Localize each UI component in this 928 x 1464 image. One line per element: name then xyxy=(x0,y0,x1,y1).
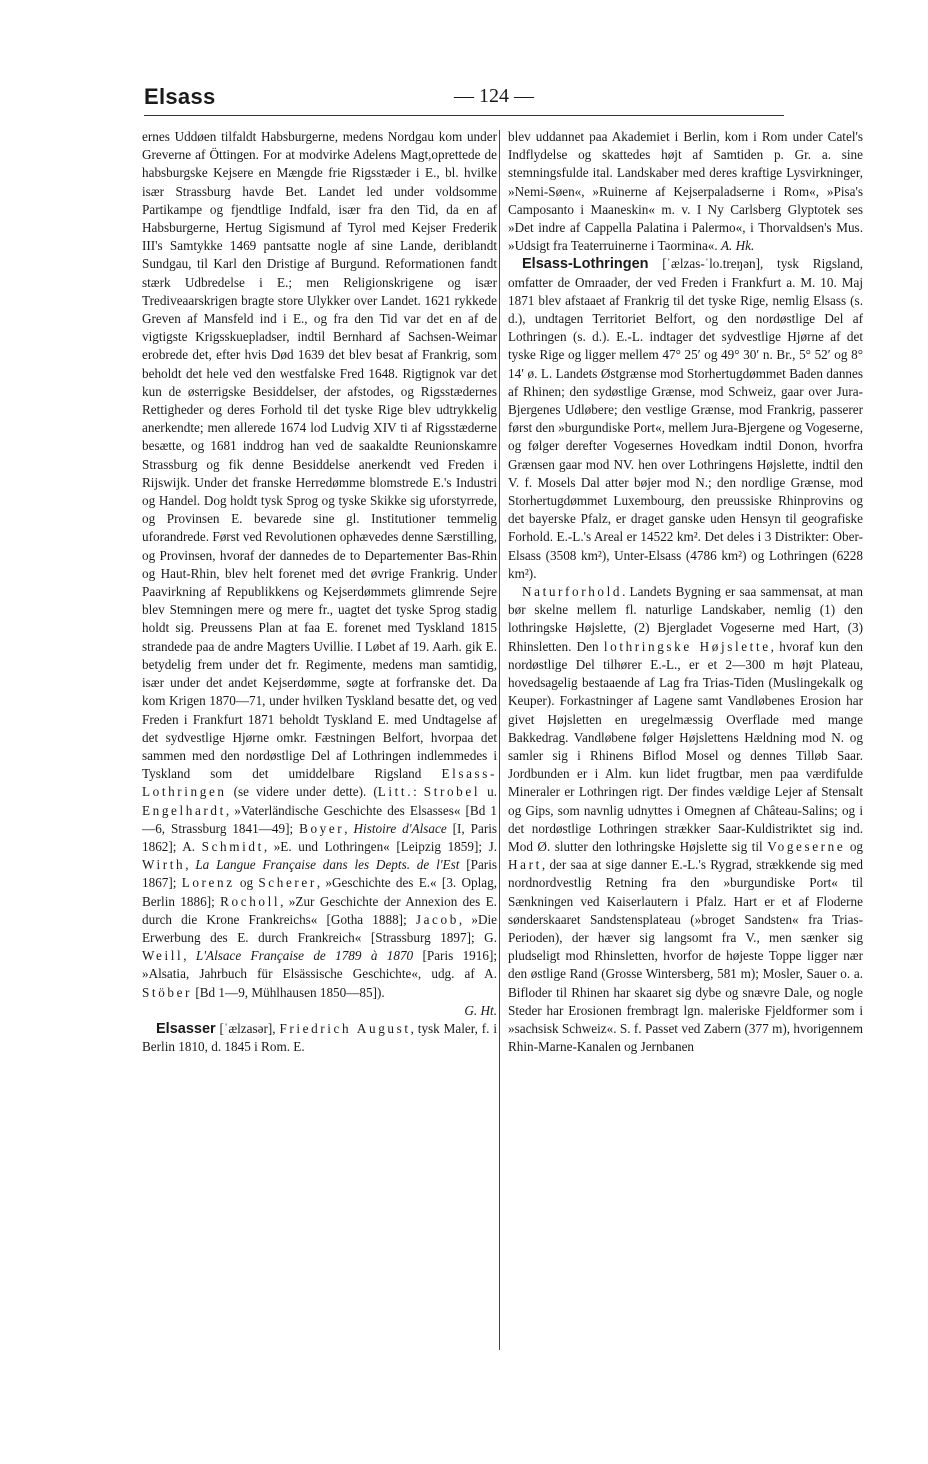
section-naturforhold: Naturforhold. Landets Bygning er saa sammensat, at man bør skelne mellem fl. naturlige Landskaber, nemlig (1) den lothringske Højslette, (2) Bjergladet Vogeserne med Hart, (3) Rhinsletten. Den lothringske Højslette, hvoraf kun den nordøstlige Del tilhører E.-L., er et 2—300 m højt Plateau, hovedsagelig bestaaende af Lag fra Trias-Tiden (Muslingekalk og Keuper). Forkastninger af Lagene samt Vandløbenes Erosion har givet Højsletten en uregelmæssig Overflade med mange Bakkedrag. Vandløbene følger Højslettens Hældning mod N. og samler sig i Rhinens Biflod Mosel og dennes Tilløb Saar. Jordbunden er i Alm. kun lidet frugtbar, men paa værdifulde Mineraler er Lothringen rigt. Der findes vældige Lejer af Stensalt og Gips, som navnlig udnyttes i Omegnen af Château-Salins; og i det nordøstlige Lothringen strækker Saar-Kuldistriktet sig ind. Mod Ø. slutter den lothringske Højslette sig til Vogeserne og Hart, der saa at sige danner E.-L.'s Rygrad, strækkende sig med nordnordvestlig Retning fra den »burgundiske Port« til Sænkningen ved Kaiserlautern i Pfalz. Hart er et af Floderne sønderskaaret Sandstensplateau (»broget Sandsten« fra Trias-Perioden), der hæver sig langsomt fra V., men sænker sig pludseligt mod Rhinsletten, hvorfor de højeste Toppe ligger nær den østlige Rand (Grosse Wintersberg, 581 m); Mosler, Sauer o. a. Bifloder til Rhinen har skaaret sig dybe og snævre Dale, og nogle Steder har Erosionen frembragt lgn. maleriske Fjeldformer som i »sachsisk Schweiz«. S. f. Passet ved Zabern (377 m), hvorigennem Rhin-Marne-Kanalen og Jernbanen xyxy=(508,584,863,1055)
article-elsass-continued: ernes Uddøen tilfaldt Habsburgerne, medens Nordgau kom under Greverne af Öttingen. For at modvirke Adelens Magt,oprettede de habsburgske Kejsere en Mængde frie Rigsstæder i E., bl. hvilke især Strassburg havde Bet. Landet led under voldsomme Partikampe og fjendtlige Indfald, især fra den Tid, da en af Habsburgerne, Hertug Sigismund af Tyrol med Kejser Frederik III's Samtykke 1469 pantsatte nogle af sine Lande, deriblandt Sundgau, til Karl den Dristige af Burgund. Reformationen fandt stærk Udbredelse i E.; men Religionskrigene og især Trediveaarskrigen bragte store Ulykker over Landet. 1621 rykkede Greven af Mansfeld ind i E., og fra den Tid var det en af de vigtigste Krigsskuepladser, indtil Bernhard af Sachsen-Weimar erobrede det, efter hvis Død 1639 det blev besat af Frankrig, som beholdt det hele ved den westfalske Fred 1648. Rigtignok var det kun de østerrigske Besiddelser, der afstodes, og Rigsstædernes Rettigheder og deres Forhold til det tyske Rige blev udtrykkelig anerkendte; men allerede 1674 lod Ludvig XIV ti af Rigsstæderne besætte, og 1681 inddrog han ved de saakaldte Reunionskamre Strassburg og fik denne Besiddelse anerkendt ved Freden i Rijswijk. Under det franske Herredømme blomstrede E.'s Industri og Handel. Dog holdt tysk Sprog og tyske Skikke sig uforstyrrede, og Provinsen E. bevarede sine gl. Institutioner temmelig uforandrede. Først ved Revolutionen ophævedes denne Særstilling, og Provinsen, hvoraf der dannedes de to Departementer Bas-Rhin og Haut-Rhin, blev helt forenet med det øvrige Frankrig. Under Paavirkning af Republikkens og Kejserdømmets glimrende Sejre blev Stemningen mere og mere fr., uagtet det tyske Sprog stadig holdt sig. Preussens Plan at faa E. forenet med Tyskland 1815 strandede paa de andre Magters Uvillie. I Løbet af 19. Aarh. gik E. betydelig frem under det fr. Regimente, medens man samtidig, især under det andet Kejserdømme, søgte at forfranske det. Da kom Krigen 1870—71, under hvilken Tyskland besatte det, og ved Freden i Frankfurt 1871 beholdt Tyskland E. med Undtagelse af det sydvestlige Hjørne omkr. Fæstningen Belfort, hvorpaa det sammen med den nordøstlige Del af Lothringen indlemmedes i Tyskland som det umiddelbare Rigsland Elsass-Lothringen (se videre under dette). (Litt.: Strobel u. Engelhardt, »Vaterländische Geschichte des Elsasses« [Bd 1—6, Strassburg 1841—49]; Boyer, Histoire d'Alsace [I, Paris 1862]; A. Schmidt, »E. und Lothringen« [Leipzig 1859]; J. Wirth, La Langue Française dans les Depts. de l'Est [Paris 1867]; Lorenz og Scherer, »Geschichte des E.« [3. Oplag, Berlin 1886]; Rocholl, »Zur Geschichte der Annexion des E. durch die Krone Frankreichs« [Gotha 1888]; Jacob, »Die Erwerbung des E. durch Frankreich« [Strassburg 1897]; G. Weill, L'Alsace Française de 1789 à 1870 [Paris 1916]; »Alsatia, Jahrbuch für Elsässische Geschichte«, udg. af A. Stöber [Bd 1—9, Mühlhausen 1850—85]). xyxy=(142,129,498,1000)
headword-elsasser: Elsasser xyxy=(156,1020,216,1037)
column-divider xyxy=(499,130,500,1350)
article-elsasser: Elsasser [ˈælzasər], Friedrich August, tysk Maler, f. i Berlin 1810, d. 1845 i Rom. E. xyxy=(142,1020,498,1055)
left-column xyxy=(142,128,497,1056)
running-head-title: Elsass xyxy=(144,84,216,109)
section-label-naturforhold: Naturforhold xyxy=(522,584,623,600)
signature-ahk: A. Hk. xyxy=(721,238,755,254)
right-column xyxy=(508,128,863,1056)
page-number: — 124 — xyxy=(454,85,534,107)
headword-elsass-lothringen: Elsass-Lothringen xyxy=(522,256,649,273)
signature-ght: G. Ht. xyxy=(464,1002,497,1018)
article-elsass-lothringen: Elsass-Lothringen [ˈælzas-ˈlo.treŋən], tysk Rigsland, omfatter de Omraader, der ved Freden i Frankfurt a. M. 10. Maj 1871 blev afstaaet af Frankrig til det tyske Rige, nemlig Elsass (s. d.), undtagen Territoriet Belfort, og den nordøstlige Del af Lothringen (s. d.). E.-L. indtager det sydvestlige Hjørne af det tyske Rige og ligger mellem 47° 25′ og 49° 30′ n. Br., 5° 52′ og 8° 14′ ø. L. Landets Østgrænse mod Storhertugdømmet Baden dannes af Rhinen; den sydøstlige Grænse, mod Schweiz, gaar over Jura-Bjergenes Udløbere; den vestlige Grænse, mod Frankrig, passerer først den »burgundiske Port«, mellem Jura-Bjergene og Vogeserne, og følger derefter Vogesernes Hovedkam indtil Donon, hvorfra Grænsen gaar mod NV. hen over Lothringens Højslette, indtil den V. f. Mosels Dal atter bøjer mod N.; den nordlige Grænse, mod Storhertugdømmet Luxembourg, den preussiske Rhinprovins og det bayerske Pfalz, er draget ganske uden Hensyn til geografiske Forhold. E.-L.'s Areal er 14522 km². Det deles i 3 Distrikter: Ober-Elsass (3508 km²), Unter-Elsass (4786 km²) og Lothringen (6228 km²). xyxy=(508,256,863,581)
page-header xyxy=(118,80,818,120)
article-elsasser-continued: blev uddannet paa Akademiet i Berlin, kom i Rom under Catel's Indflydelse og skattedes højt af Samtiden p. Gr. a. sine stemningsfulde ital. Landskaber med deres kraftige Lysvirkninger, »Nemi-Søen«, »Ruinerne af Kejserpaladserne i Rom«, »Pisa's Camposanto i Maaneskin« m. v. I Ny Carlsberg Glyptotek ses »Det indre af Cappella Palatina i Palermo«, i Thorvaldsen's Mus. »Udsigt fra Teaterruinerne i Taormina«. A. Hk. xyxy=(508,129,863,254)
header-rule xyxy=(144,115,784,116)
